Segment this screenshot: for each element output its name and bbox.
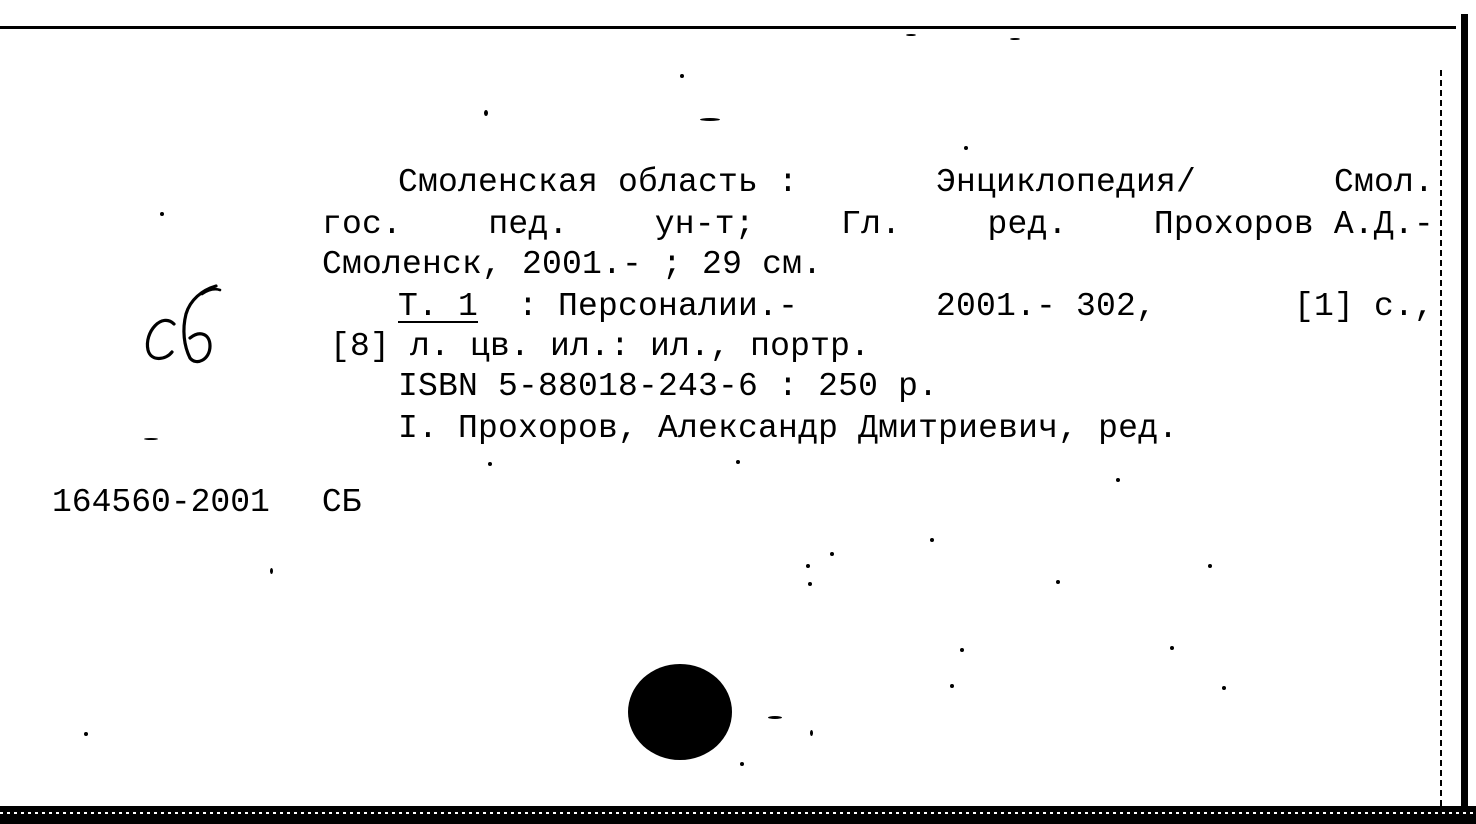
isbn-line: ISBN 5-88018-243-6 : 250 р.: [398, 368, 939, 405]
scan-speck: [1010, 38, 1020, 40]
entry-imprint: Смоленск, 2001.- ; 29 см.: [322, 246, 823, 283]
volume-line: [398, 290, 1434, 323]
scan-speck: [808, 582, 812, 586]
scan-speck: [1208, 564, 1212, 568]
scan-speck: [700, 118, 720, 121]
scan-speck: [160, 212, 164, 216]
entry-title: Смоленская область :: [398, 164, 799, 201]
card-top-edge: [0, 26, 1456, 29]
scan-speck: [964, 146, 968, 150]
scan-speck: [144, 438, 158, 440]
scan-speck: [950, 684, 954, 688]
card-bottom-edge: [0, 806, 1476, 824]
scan-speck: [810, 730, 813, 736]
card-right-scan-line: [1440, 70, 1442, 810]
entry-line-2: [322, 208, 1434, 241]
shelf-code: СБ: [321, 484, 362, 521]
volume-label: Т. 1: [398, 288, 479, 325]
shelf-number: 164560-2001: [52, 484, 270, 521]
scan-speck: [270, 568, 273, 574]
card-right-edge: [1459, 14, 1468, 814]
scan-speck: [1222, 686, 1226, 690]
entry-word: ун-т;: [654, 206, 755, 243]
scan-speck: [830, 552, 834, 556]
scan-speck: [906, 34, 916, 36]
added-entry: I. Прохоров, Александр Дмитриевич, ред.: [398, 410, 1179, 447]
scan-speck: [680, 74, 684, 78]
scan-speck: [736, 460, 740, 464]
volume-illustrations: [8] л. цв. ил.: ил., портр.: [330, 328, 871, 365]
scan-speck: [930, 538, 934, 542]
scan-speck: [768, 716, 782, 719]
entry-editor: Прохоров А.Д.-: [1153, 206, 1434, 243]
entry-word: пед.: [488, 206, 569, 243]
scan-speck: [960, 648, 964, 652]
scan-speck: [1056, 580, 1060, 584]
scan-speck: [740, 762, 744, 766]
entry-responsibility-start: Смол.: [1333, 164, 1434, 201]
scan-speck: [484, 110, 488, 116]
scan-speck: [1170, 646, 1174, 650]
scan-speck: [488, 462, 492, 466]
entry-word: Гл.: [841, 206, 902, 243]
entry-subtitle: Энциклопедия/: [936, 164, 1197, 201]
scan-speck: [1116, 478, 1120, 482]
entry-word: гос.: [322, 206, 403, 243]
entry-word: ред.: [987, 206, 1068, 243]
shelf-mark: [52, 486, 361, 519]
scan-speck: [806, 564, 810, 568]
handwritten-mark-icon: [140, 280, 230, 364]
volume-title-group: [398, 290, 798, 323]
card-bottom-scan-stripe: [0, 812, 1476, 814]
volume-extra-pages: [1] с.,: [1293, 288, 1434, 325]
entry-line-1: [398, 166, 1434, 199]
volume-pages: 2001.- 302,: [936, 288, 1157, 325]
scan-speck: [84, 732, 88, 736]
punch-hole: [628, 664, 732, 760]
volume-title: : Персоналии.-: [478, 288, 799, 325]
